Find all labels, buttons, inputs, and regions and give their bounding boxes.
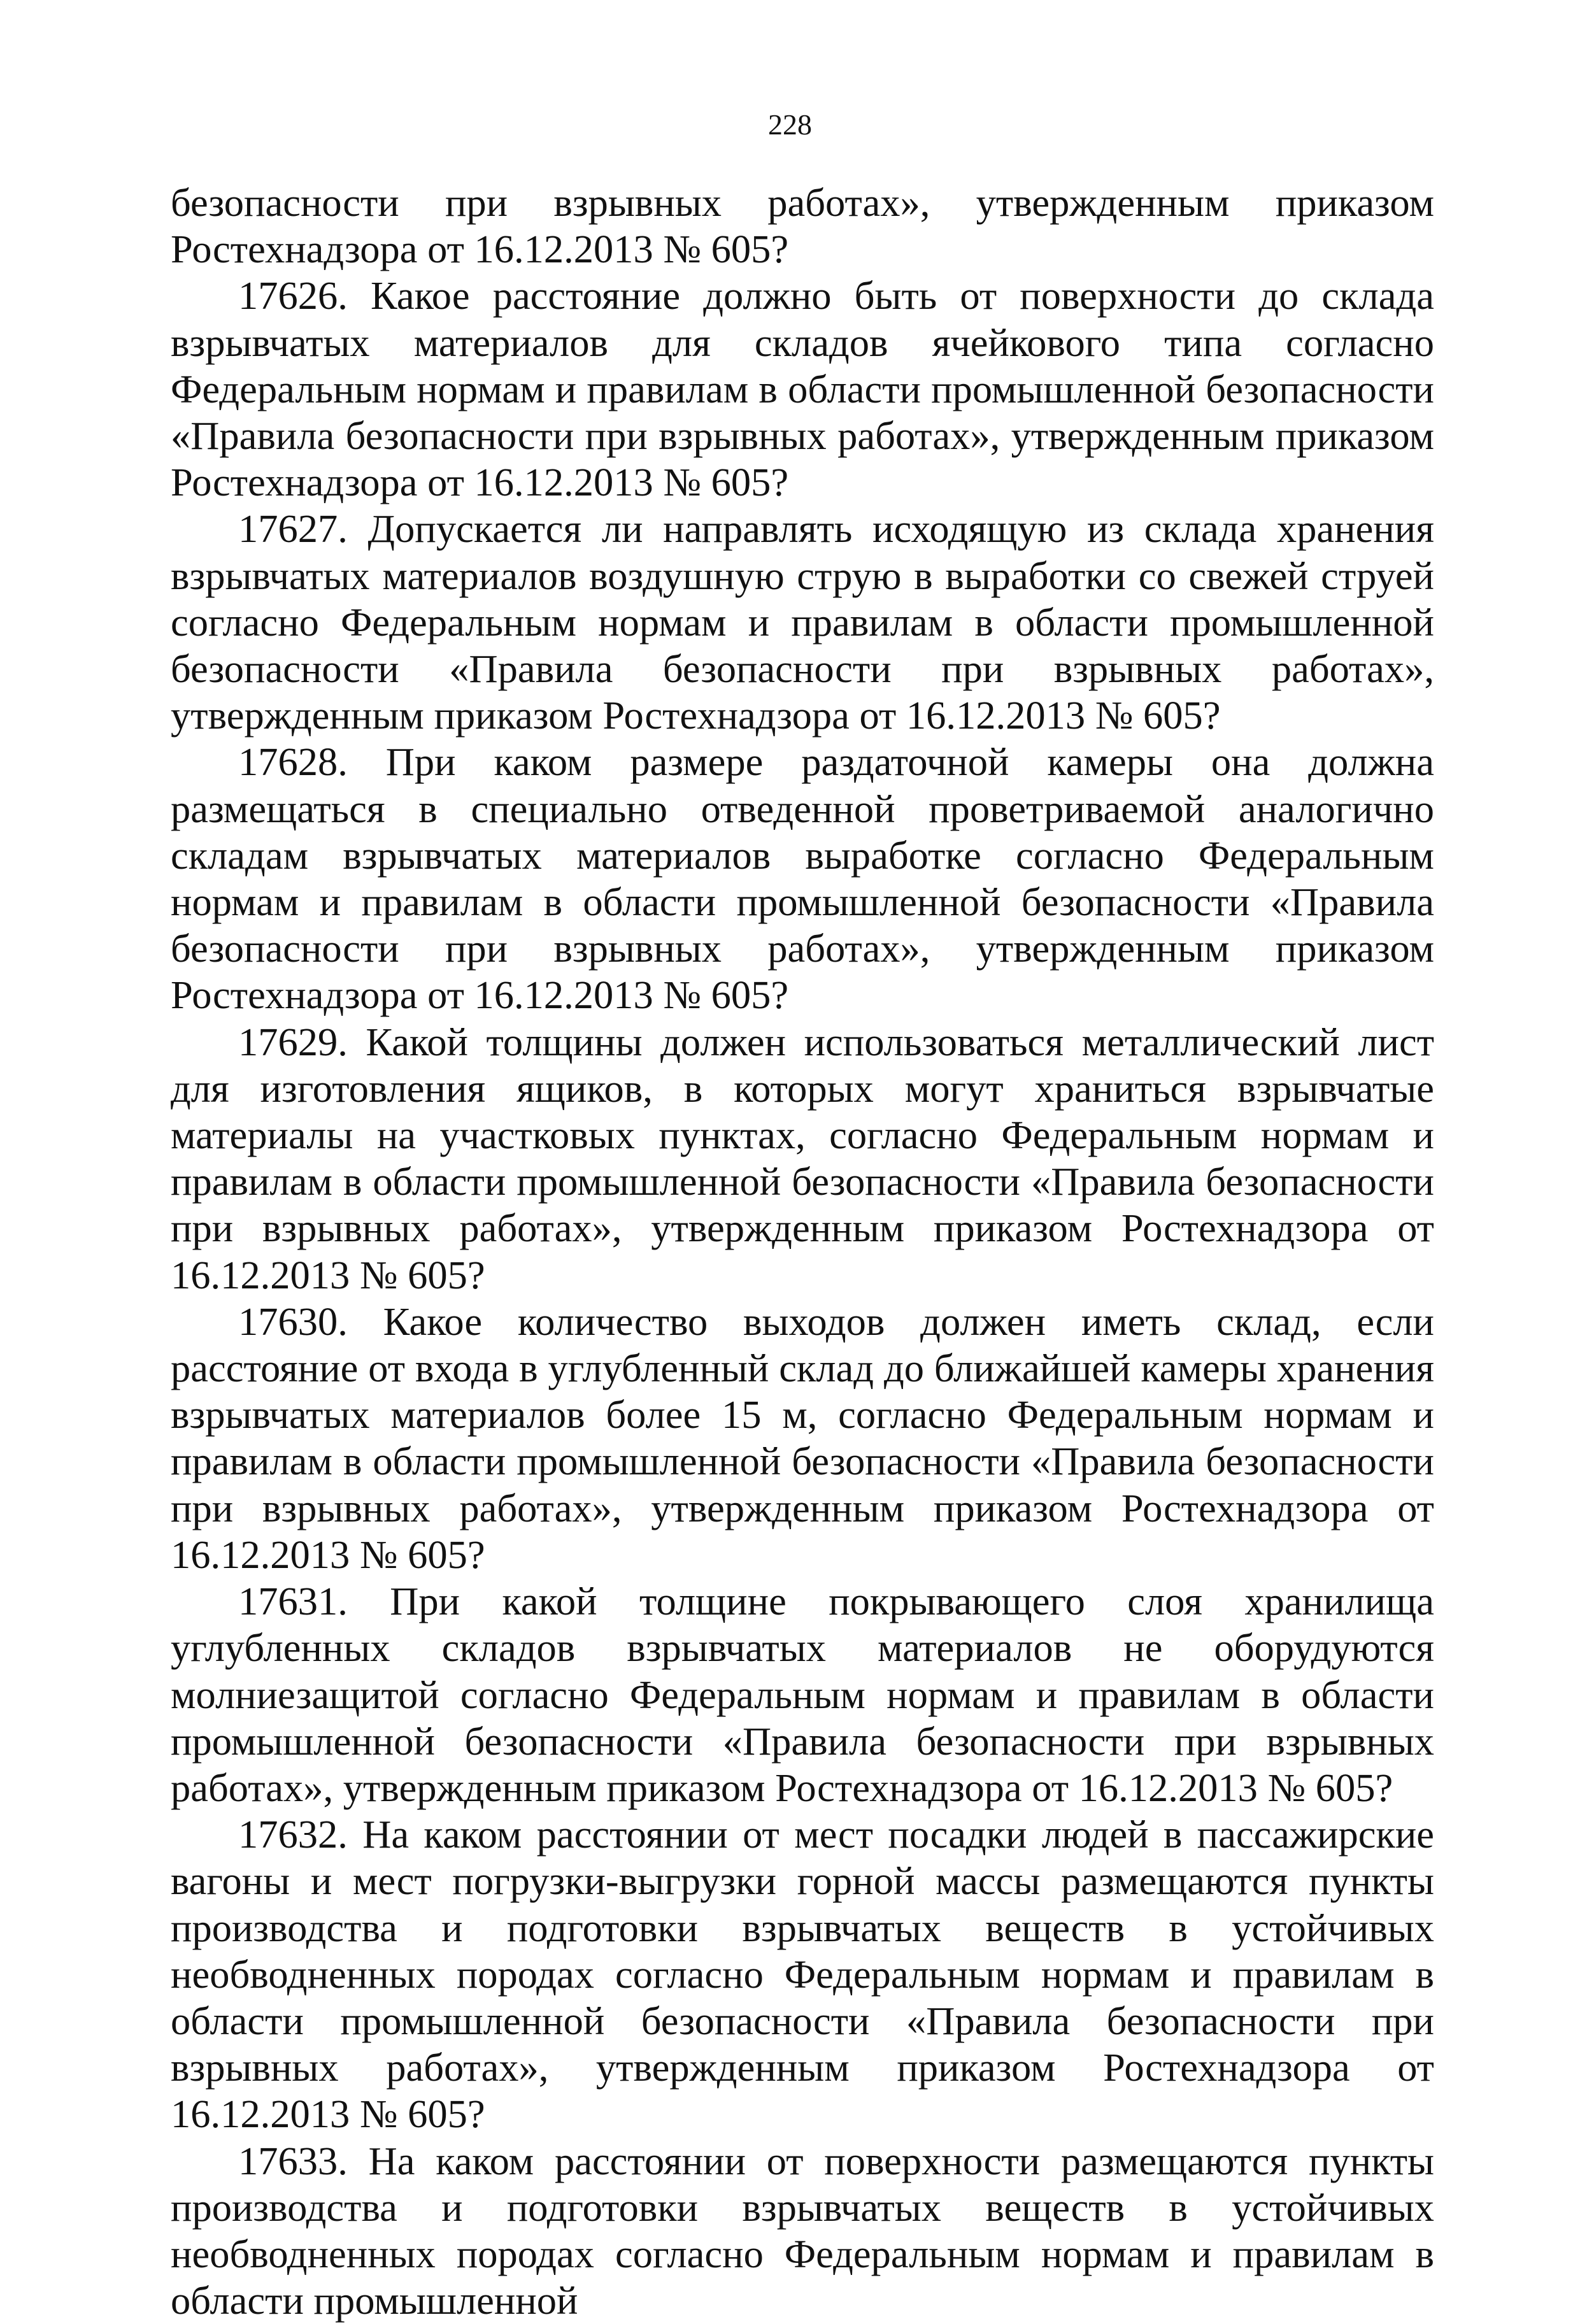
question-number: 17630. xyxy=(238,1299,348,1344)
page-number: 228 xyxy=(768,108,812,141)
question-17626 xyxy=(171,273,1434,506)
question-text: Какое расстояние должно быть от поверхности до склада взрывчатых материалов для складов ячейкового типа согласно Федеральным нормам и правилам в области промышленной безопасности «Правила безопасности при взрывных работах», утвержденным приказом Ростехнадзора от 16.12.2013 № 605? xyxy=(171,273,1434,505)
question-number: 17627. xyxy=(238,506,348,552)
question-17628 xyxy=(171,739,1434,1018)
question-text: Допускается ли направлять исходящую из склада хранения взрывчатых материалов воздушную струю в выработки со свежей струей согласно Федеральным нормам и правилам в области промышленной безопасности «Правила безопасности при взрывных работах», утвержденным приказом Ростехнадзора от 16.12.2013 № 605? xyxy=(171,506,1434,738)
question-17629 xyxy=(171,1019,1434,1299)
paragraph-text: безопасности при взрывных работах», утвержденным приказом Ростехнадзора от 16.12.2013 № 605? xyxy=(171,180,1434,272)
question-17630 xyxy=(171,1299,1434,1578)
question-text: Какой толщины должен использоваться металлический лист для изготовления ящиков, в которых могут храниться взрывчатые материалы на участковых пунктах, согласно Федеральным нормам и правилам в области промышленной безопасности «Правила безопасности при взрывных работах», утвержденным приказом Ростехнадзора от 16.12.2013 № 605? xyxy=(171,1019,1435,1297)
question-text: При каком размере раздаточной камеры она должна размещаться в специально отведенной проветриваемой аналогично складам взрывчатых материалов выработке согласно Федеральным нормам и правилам в области промышленной безопасности «Правила безопасности при взрывных работах», утвержденным приказом Ростехнадзора от 16.12.2013 № 605? xyxy=(171,739,1434,1018)
question-text: На каком расстоянии от мест посадки людей в пассажирские вагоны и мест погрузки-выгрузки горной массы размещаются пункты производства и подготовки взрывчатых веществ в устойчивых необводненных породах согласно Федеральным нормам и правилам в области промышленной безопасности «Правила безопасности при взрывных работах», утвержденным приказом Ростехнадзора от 16.12.2013 № 605? xyxy=(171,1812,1435,2137)
question-text: Какое количество выходов должен иметь склад, если расстояние от входа в углубленный склад до ближайшей камеры хранения взрывчатых материалов более 15 м, согласно Федеральным нормам и правилам в области промышленной безопасности «Правила безопасности при взрывных работах», утвержденным приказом Ростехнадзора от 16.12.2013 № 605? xyxy=(171,1299,1435,1577)
question-number: 17632. xyxy=(238,1812,348,1857)
question-text: На каком расстоянии от поверхности размещаются пункты производства и подготовки взрывчатых веществ в устойчивых необводненных породах согласно Федеральным нормам и правилам в области промышленной xyxy=(171,2138,1434,2323)
question-17633 xyxy=(171,2138,1434,2324)
question-number: 17626. xyxy=(238,273,348,318)
question-number: 17629. xyxy=(238,1019,348,1064)
question-17631 xyxy=(171,1578,1434,1811)
paragraph-continuation xyxy=(171,180,1434,273)
question-text: При какой толщине покрывающего слоя хранилища углубленных складов взрывчатых материалов не оборудуются молниезащитой согласно Федеральным нормам и правилам в области промышленной безопасности «Правила безопасности при взрывных работах», утвержденным приказом Ростехнадзора от 16.12.2013 № 605? xyxy=(171,1579,1434,1810)
question-17632 xyxy=(171,1811,1434,2137)
page-body xyxy=(171,180,1434,2324)
question-17627 xyxy=(171,506,1434,739)
question-number: 17633. xyxy=(238,2138,348,2183)
question-number: 17631. xyxy=(238,1579,348,1624)
question-number: 17628. xyxy=(238,739,348,785)
